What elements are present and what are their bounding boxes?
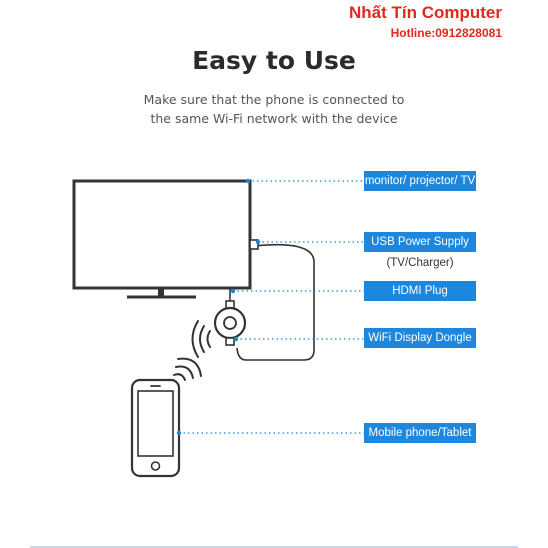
- smartphone-icon: [132, 380, 179, 476]
- page-title: Easy to Use: [192, 46, 356, 75]
- subtitle-line-1: Make sure that the phone is connected to: [143, 92, 405, 107]
- label-wifi-dongle: WiFi Display Dongle: [364, 328, 476, 348]
- label-usb-note: (TV/Charger): [386, 257, 454, 269]
- tv-icon: [74, 181, 250, 297]
- label-hdmi-plug: HDMI Plug: [364, 281, 476, 301]
- wifi-signal-icon: [174, 359, 201, 380]
- label-mobile: Mobile phone/Tablet: [364, 423, 476, 443]
- hotline: Hotline:0912828081: [390, 26, 502, 40]
- label-usb-power: USB Power Supply: [364, 232, 476, 252]
- subtitle-line-2: the same Wi-Fi network with the device: [150, 111, 398, 126]
- label-monitor: monitor/ projector/ TV: [364, 171, 476, 191]
- wifi-signal-icon: [193, 321, 211, 357]
- brand-name: Nhất Tín Computer: [349, 3, 502, 22]
